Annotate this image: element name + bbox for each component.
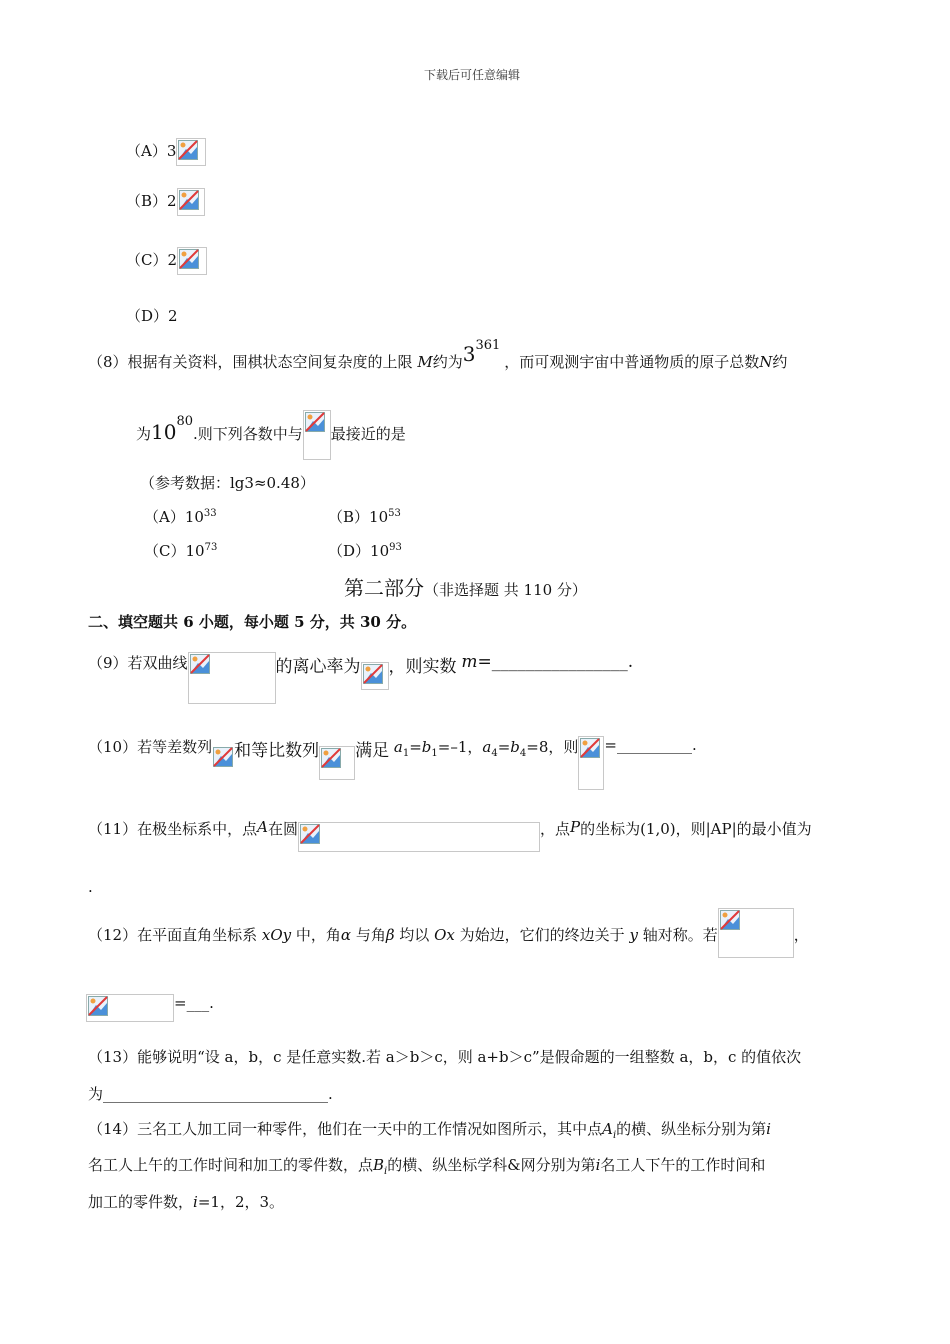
broken-image-icon [305, 412, 325, 432]
section2-heading: 二、填空题共 6 小题，每小题 5 分，共 30 分。 [88, 613, 417, 631]
q14-line1: （14）三名工人加工同一种零件，他们在一天中的工作情况如图所示，其中点$A_i$的横、纵坐标分别为第i [88, 1120, 771, 1141]
q8-option-d: $(D)10^{93}$ [328, 542, 402, 560]
broken-image-icon [88, 996, 108, 1016]
broken-image-icon [720, 910, 740, 930]
broken-image-icon [363, 664, 383, 684]
formula-image [361, 662, 389, 690]
q8-option-b: $(B)10^{53}$ [328, 508, 401, 526]
q7-option-c: （C）2 [126, 247, 207, 275]
q11-end: . [88, 878, 93, 896]
broken-image-icon [300, 824, 320, 844]
broken-image-icon [190, 654, 210, 674]
q14-line3: 加工的零件数，i=1，2，3。 [88, 1193, 285, 1211]
formula-image [176, 138, 206, 166]
formula-image [298, 822, 540, 852]
q13-line1: （13）能够说明“设 a，b，c 是任意实数.若 a＞b＞c，则 a+b＞c”是假命题的一组整数 a，b，c 的值依次 [88, 1048, 802, 1066]
broken-image-icon [321, 748, 341, 768]
formula-image [718, 908, 794, 958]
formula-image [177, 247, 207, 275]
q7-option-b: （B）2 [126, 188, 205, 216]
formula-image [303, 410, 331, 460]
broken-image-icon [580, 738, 600, 758]
formula-image [578, 736, 604, 790]
q7-option-d: （D）2 [126, 307, 178, 325]
q12: （12）在平面直角坐标系 xOy 中，角α 与角β 均以 Ox 为始边，它们的终边关于 y 轴对称。若 ， [88, 908, 809, 958]
q13-line2: 为______________________________. [88, 1085, 333, 1103]
q9: （9）若双曲线 的离心率为 ，则实数 m=________________. [88, 652, 633, 704]
formula-image [177, 188, 205, 216]
q11: （11）在极坐标系中，点A在圆 ，点P的坐标为(1,0)，则|AP|的最小值为 [88, 818, 812, 852]
q14-line2: 名工人上午的工作时间和加工的零件数，点$B_i$的横、纵坐标学科&网分别为第i名工人下午的工作时间和 [88, 1156, 766, 1177]
q8-option-c: $(C)10^{73}$ [144, 542, 218, 560]
q8-option-a: $(A)10^{33}$ [144, 508, 217, 526]
broken-image-icon [179, 190, 199, 210]
part2-heading: 第二部分（非选择题 共 110 分） [344, 576, 587, 600]
q10: （10）若等差数列 和等比数列 满足 $a_1=b_1=-1$，$a_4=b_4=8$，则 =__________. [88, 736, 697, 790]
broken-image-icon [213, 747, 233, 767]
formula-image [212, 746, 234, 774]
q8-line2: 为$10^{80}$.则下列各数中与 最接近的是 [136, 410, 406, 460]
formula-image [188, 652, 276, 704]
broken-image-icon [178, 140, 198, 160]
broken-image-icon [179, 249, 199, 269]
formula-image [86, 994, 174, 1022]
q8-reference: （参考数据：lg3≈0.48） [140, 474, 315, 492]
page-header: 下载后可任意编辑 [424, 68, 521, 82]
formula-image [319, 746, 355, 780]
q7-option-a: （A）3 [126, 138, 206, 166]
q8-line1: （8）根据有关资料，围棋状态空间复杂度的上限 M约为$3^{361}$，而可观测宇宙中普通物质的原子总数N约 [88, 338, 788, 371]
q12-line2: =___. [86, 994, 214, 1022]
